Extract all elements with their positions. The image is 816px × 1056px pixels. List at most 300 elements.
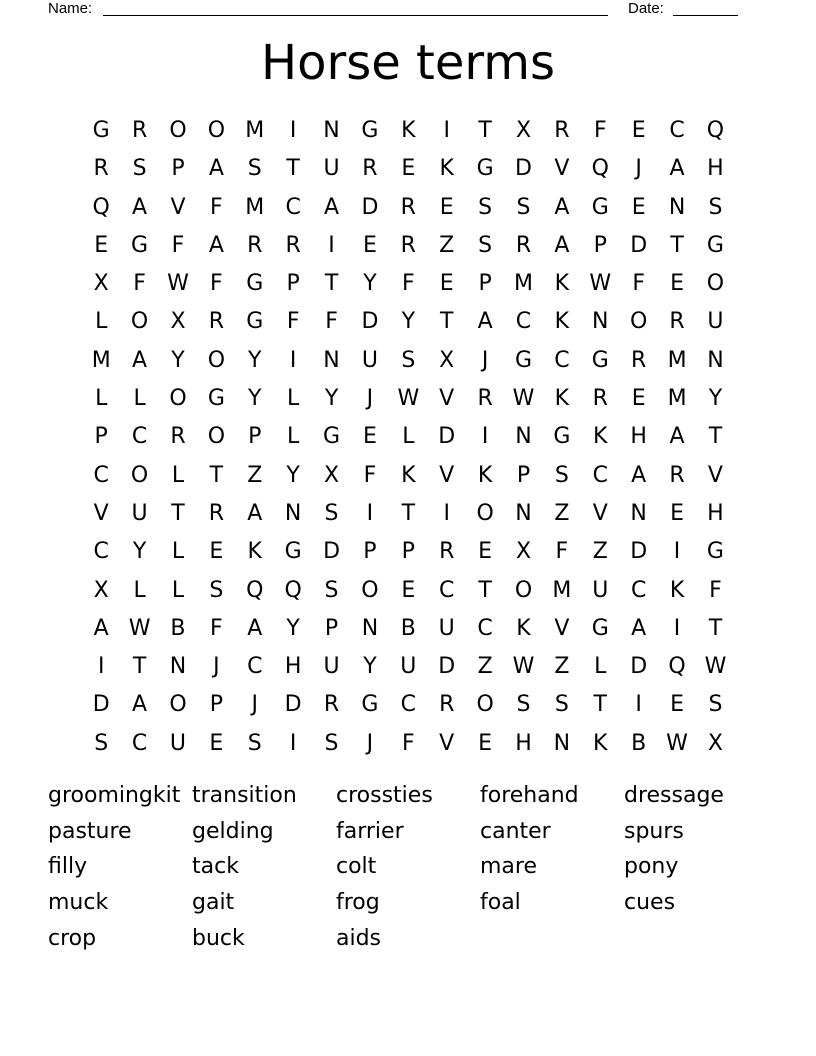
grid-letter: E xyxy=(670,500,684,526)
grid-letter: C xyxy=(554,347,570,373)
grid-letter: J xyxy=(213,654,220,680)
grid-letter: N xyxy=(323,118,340,143)
grid-letter: K xyxy=(516,615,531,641)
grid-letter: L xyxy=(402,424,415,450)
grid-letter: J xyxy=(481,347,489,373)
grid-letter: G xyxy=(591,615,609,641)
grid-letter: O xyxy=(207,118,226,143)
grid-letter: E xyxy=(439,194,454,220)
grid-letter: I xyxy=(443,118,450,143)
grid-letter: G xyxy=(284,539,302,565)
grid-letter: I xyxy=(366,500,374,526)
grid-letter: A xyxy=(631,462,647,488)
date-blank-line[interactable] xyxy=(673,0,738,16)
grid-letter: S xyxy=(324,577,339,603)
grid-letter: Y xyxy=(248,386,262,412)
grid-letter: L xyxy=(171,577,185,603)
grid-letter: L xyxy=(133,386,146,412)
grid-letter: T xyxy=(209,462,224,488)
grid-letter: E xyxy=(631,194,646,220)
word-bank-item: farrier xyxy=(336,818,404,844)
grid-letter: C xyxy=(477,615,493,641)
grid-letter: Q xyxy=(284,577,302,603)
grid-letter: D xyxy=(284,692,302,718)
grid-letter: C xyxy=(93,462,109,488)
page-title: Horse terms xyxy=(261,35,555,91)
grid-letter: V xyxy=(707,462,723,488)
grid-letter: R xyxy=(131,118,148,143)
grid-letter: P xyxy=(286,271,300,297)
grid-letter: W xyxy=(167,271,189,297)
grid-letter: Q xyxy=(246,577,264,603)
word-bank-item: spurs xyxy=(624,818,684,844)
word-bank-item: colt xyxy=(336,854,377,880)
grid-letter: Q xyxy=(668,654,686,680)
grid-letter: N xyxy=(630,500,647,526)
grid-letter: N xyxy=(169,654,187,680)
grid-letter: P xyxy=(401,539,415,565)
grid-letter: Y xyxy=(286,462,300,488)
grid-letter: S xyxy=(94,730,109,756)
grid-letter: S xyxy=(516,692,531,718)
grid-letter: O xyxy=(130,462,149,488)
grid-letter: G xyxy=(591,194,609,220)
grid-letter: D xyxy=(438,654,456,680)
grid-letter: I xyxy=(635,692,642,718)
grid-letter: O xyxy=(476,500,494,526)
name-blank-line[interactable] xyxy=(103,0,608,16)
grid-letter: N xyxy=(284,500,302,526)
grid-letter: D xyxy=(630,539,648,565)
word-bank-item: gelding xyxy=(192,818,274,844)
grid-letter: R xyxy=(247,232,263,258)
grid-letter: G xyxy=(323,424,341,450)
grid-letter: T xyxy=(132,654,147,680)
grid-letter: W xyxy=(397,386,420,412)
grid-letter: T xyxy=(478,577,492,603)
word-bank-item: muck xyxy=(48,890,109,916)
grid-letter: K xyxy=(593,730,608,756)
grid-letter: A xyxy=(631,615,647,641)
grid-letter: N xyxy=(323,347,340,373)
grid-letter: P xyxy=(209,692,223,718)
grid-letter: R xyxy=(439,539,455,565)
grid-letter: A xyxy=(132,692,148,718)
grid-letter: S xyxy=(324,730,339,756)
grid-letter: E xyxy=(94,232,109,258)
grid-letter: B xyxy=(170,615,186,641)
grid-letter: J xyxy=(251,692,258,718)
grid-letter: D xyxy=(630,232,648,258)
grid-letter: C xyxy=(93,539,109,565)
grid-letter: R xyxy=(554,118,570,143)
grid-letter: W xyxy=(704,654,727,680)
grid-letter: D xyxy=(92,692,110,718)
grid-letter: O xyxy=(207,424,226,450)
word-bank-item: groomingkit xyxy=(48,783,181,808)
grid-letter: T xyxy=(324,271,339,297)
grid-letter: Z xyxy=(554,500,570,526)
grid-letter: G xyxy=(246,309,264,335)
grid-letter: T xyxy=(171,500,185,526)
grid-letter: E xyxy=(209,539,224,565)
grid-letter: E xyxy=(670,271,684,297)
grid-letter: E xyxy=(362,424,377,450)
grid-letter: O xyxy=(169,118,187,143)
grid-letter: I xyxy=(97,654,105,680)
grid-letter: M xyxy=(91,347,111,373)
grid-letter: J xyxy=(366,386,374,412)
grid-letter: A xyxy=(324,194,340,220)
grid-letter: C xyxy=(285,194,301,220)
grid-letter: K xyxy=(554,386,570,412)
grid-letter: O xyxy=(169,386,187,412)
grid-letter: T xyxy=(670,232,684,258)
grid-letter: M xyxy=(552,577,572,603)
grid-letter: S xyxy=(708,194,723,220)
grid-letter: K xyxy=(439,156,454,182)
grid-letter: S xyxy=(132,156,147,182)
grid-letter: K xyxy=(593,424,608,450)
grid-letter: K xyxy=(401,118,416,143)
grid-letter: F xyxy=(632,271,645,297)
grid-letter: L xyxy=(287,386,300,412)
grid-letter: E xyxy=(670,692,684,718)
word-bank-item: foal xyxy=(480,890,521,916)
grid-letter: R xyxy=(208,500,225,526)
grid-letter: S xyxy=(554,692,569,718)
grid-letter: G xyxy=(92,118,110,143)
grid-letter: F xyxy=(555,539,569,565)
grid-letter: F xyxy=(325,309,338,335)
grid-letter: I xyxy=(289,347,297,373)
grid-letter: R xyxy=(362,156,378,182)
grid-letter: L xyxy=(95,309,108,335)
grid-letter: N xyxy=(707,347,724,373)
grid-letter: Q xyxy=(706,118,725,143)
grid-letter: X xyxy=(515,118,532,143)
grid-letter: L xyxy=(171,462,185,488)
grid-letter: E xyxy=(401,156,416,182)
grid-letter: R xyxy=(669,462,685,488)
grid-letter: Z xyxy=(439,232,455,258)
grid-letter: V xyxy=(93,500,109,526)
grid-letter: R xyxy=(439,692,455,718)
grid-letter: A xyxy=(554,194,570,220)
grid-letter: P xyxy=(363,539,377,565)
grid-letter: S xyxy=(247,730,262,756)
grid-letter: I xyxy=(328,232,335,258)
grid-letter: F xyxy=(133,271,146,297)
grid-letter: G xyxy=(706,539,724,565)
grid-letter: T xyxy=(708,424,723,450)
grid-letter: C xyxy=(515,309,532,335)
grid-letter: D xyxy=(438,424,456,450)
date-label: Date: xyxy=(628,0,664,17)
word-bank-item: buck xyxy=(192,925,245,951)
grid-letter: V xyxy=(439,386,455,412)
grid-letter: I xyxy=(673,615,681,641)
grid-letter: R xyxy=(592,386,608,412)
grid-letter: F xyxy=(210,194,223,220)
grid-letter: A xyxy=(554,232,570,258)
word-bank-item: crossties xyxy=(336,783,433,808)
grid-letter: R xyxy=(323,692,340,718)
grid-letter: B xyxy=(400,615,416,641)
grid-letter: N xyxy=(668,194,686,220)
grid-letter: U xyxy=(131,500,148,526)
grid-letter: C xyxy=(400,692,416,718)
word-bank-item: canter xyxy=(480,818,551,844)
grid-letter: V xyxy=(170,194,186,220)
grid-letter: P xyxy=(324,615,339,641)
grid-letter: X xyxy=(439,347,455,373)
grid-letter: G xyxy=(591,347,609,373)
grid-letter: N xyxy=(515,424,532,450)
grid-letter: S xyxy=(708,692,723,718)
word-bank-item: tack xyxy=(192,854,239,880)
grid-letter: C xyxy=(669,118,685,143)
grid-letter: O xyxy=(476,692,494,718)
grid-letter: F xyxy=(363,462,377,488)
grid-letter: I xyxy=(443,500,450,526)
grid-letter: E xyxy=(478,730,493,756)
word-bank-item: frog xyxy=(336,890,380,916)
grid-letter: E xyxy=(631,386,646,412)
grid-letter: O xyxy=(514,577,533,603)
grid-letter: D xyxy=(323,539,341,565)
grid-letter: N xyxy=(361,615,379,641)
grid-letter: Y xyxy=(363,654,377,680)
grid-letter: R xyxy=(285,232,301,258)
grid-letter: R xyxy=(93,156,109,182)
grid-letter: O xyxy=(207,347,226,373)
grid-letter: V xyxy=(439,462,455,488)
grid-letter: N xyxy=(592,309,609,335)
word-bank-item: pasture xyxy=(48,818,132,844)
grid-letter: T xyxy=(401,500,416,526)
grid-letter: G xyxy=(476,156,494,182)
grid-letter: A xyxy=(669,156,685,182)
grid-letter: S xyxy=(209,577,224,603)
grid-letter: U xyxy=(169,730,187,756)
grid-letter: E xyxy=(478,539,493,565)
grid-letter: C xyxy=(630,577,647,603)
grid-letter: H xyxy=(707,156,724,182)
grid-letter: M xyxy=(245,118,265,143)
grid-letter: M xyxy=(245,194,265,220)
grid-letter: Z xyxy=(477,654,493,680)
word-search-grid xyxy=(82,112,735,763)
grid-letter: V xyxy=(439,730,455,756)
grid-letter: L xyxy=(95,386,108,412)
grid-letter: A xyxy=(669,424,685,450)
grid-letter: T xyxy=(439,309,454,335)
grid-letter: K xyxy=(247,539,262,565)
grid-letter: A xyxy=(247,615,263,641)
grid-letter: I xyxy=(289,730,297,756)
grid-letter: A xyxy=(208,232,224,258)
grid-letter: N xyxy=(553,730,571,756)
grid-letter: P xyxy=(593,232,607,258)
word-bank-item: mare xyxy=(480,854,538,880)
grid-letter: R xyxy=(400,194,416,220)
grid-letter: K xyxy=(554,271,570,297)
grid-letter: O xyxy=(706,271,725,297)
word-bank-item: transition xyxy=(192,783,297,808)
grid-letter: G xyxy=(207,386,225,412)
grid-letter: P xyxy=(478,271,492,297)
name-label: Name: xyxy=(48,0,93,17)
grid-letter: U xyxy=(323,654,340,680)
grid-letter: F xyxy=(593,118,607,143)
word-bank-item: crop xyxy=(48,925,97,951)
grid-letter: W xyxy=(512,654,535,680)
grid-letter: S xyxy=(247,156,262,182)
word-bank-item: aids xyxy=(336,925,382,951)
grid-letter: A xyxy=(477,309,493,335)
word-bank-item: dressage xyxy=(624,783,724,808)
grid-letter: W xyxy=(666,730,688,756)
word-bank-item: gait xyxy=(192,890,235,916)
grid-letter: J xyxy=(366,730,374,756)
grid-letter: B xyxy=(631,730,647,756)
grid-letter: K xyxy=(554,309,570,335)
grid-letter: H xyxy=(284,654,302,680)
grid-letter: O xyxy=(361,577,379,603)
grid-letter: T xyxy=(708,615,723,641)
grid-letter: F xyxy=(286,309,300,335)
grid-letter: X xyxy=(324,462,340,488)
grid-letter: C xyxy=(439,577,455,603)
grid-letter: V xyxy=(592,500,608,526)
grid-letter: M xyxy=(514,271,533,297)
grid-letter: X xyxy=(515,539,532,565)
grid-letter: R xyxy=(170,424,186,450)
grid-letter: O xyxy=(630,309,648,335)
grid-letter: X xyxy=(93,577,109,603)
grid-letter: E xyxy=(401,577,416,603)
word-bank-item: pony xyxy=(624,854,679,880)
grid-letter: F xyxy=(210,615,223,641)
grid-letter: V xyxy=(554,156,570,182)
grid-letter: J xyxy=(635,156,642,182)
grid-letter: G xyxy=(361,118,379,143)
grid-letter: G xyxy=(246,271,264,297)
grid-letter: R xyxy=(208,309,225,335)
grid-letter: A xyxy=(132,347,148,373)
grid-letter: T xyxy=(593,692,607,718)
grid-letter: P xyxy=(248,424,262,450)
header-line xyxy=(48,0,748,20)
grid-letter: K xyxy=(477,462,493,488)
grid-letter: S xyxy=(516,194,531,220)
grid-letter: G xyxy=(361,692,379,718)
grid-letter: Y xyxy=(171,347,185,373)
grid-letter: X xyxy=(93,271,109,297)
grid-letter: L xyxy=(594,654,607,680)
grid-letter: P xyxy=(516,462,531,488)
grid-letter: M xyxy=(667,386,687,412)
grid-letter: L xyxy=(133,577,146,603)
grid-letter: I xyxy=(289,118,297,143)
grid-letter: A xyxy=(208,156,224,182)
grid-letter: W xyxy=(128,615,151,641)
grid-letter: G xyxy=(514,347,533,373)
grid-letter: Y xyxy=(363,271,377,297)
grid-letter: R xyxy=(515,232,532,258)
word-bank xyxy=(48,778,768,956)
grid-letter: R xyxy=(631,347,647,373)
grid-letter: S xyxy=(324,500,339,526)
grid-letter: F xyxy=(401,271,415,297)
grid-letter: W xyxy=(512,386,535,412)
grid-letter: Y xyxy=(324,386,339,412)
grid-letter: Z xyxy=(554,654,570,680)
grid-letter: F xyxy=(709,577,722,603)
grid-letter: E xyxy=(631,118,646,143)
grid-letter: E xyxy=(362,232,377,258)
grid-letter: G xyxy=(131,232,149,258)
word-bank-item: cues xyxy=(624,890,676,916)
grid-letter: L xyxy=(287,424,300,450)
grid-letter: Z xyxy=(247,462,263,488)
grid-letter: Z xyxy=(592,539,608,565)
grid-letter: D xyxy=(515,156,532,182)
grid-letter: A xyxy=(93,615,109,641)
grid-letter: U xyxy=(592,577,609,603)
grid-letter: C xyxy=(247,654,263,680)
grid-letter: A xyxy=(132,194,148,220)
grid-letter: Y xyxy=(708,386,723,412)
grid-letter: S xyxy=(401,347,416,373)
grid-letter: H xyxy=(515,730,532,756)
grid-letter: H xyxy=(707,500,724,526)
grid-letter: U xyxy=(323,156,340,182)
grid-letter: S xyxy=(478,194,493,220)
grid-letter: U xyxy=(361,347,378,373)
grid-letter: C xyxy=(131,424,148,450)
grid-letter: M xyxy=(667,347,687,373)
grid-letter: P xyxy=(171,156,185,182)
grid-letter: T xyxy=(286,156,300,182)
grid-letter: G xyxy=(553,424,571,450)
grid-letter: P xyxy=(94,424,108,450)
grid-letter: E xyxy=(439,271,454,297)
grid-letter: H xyxy=(630,424,647,450)
grid-letter: Q xyxy=(92,194,110,220)
grid-letter: R xyxy=(400,232,416,258)
grid-letter: W xyxy=(589,271,612,297)
grid-letter: D xyxy=(361,309,379,335)
grid-letter: V xyxy=(554,615,570,641)
grid-letter: K xyxy=(669,577,685,603)
grid-letter: S xyxy=(554,462,569,488)
grid-letter: F xyxy=(401,730,415,756)
grid-letter: X xyxy=(170,309,186,335)
grid-letter: K xyxy=(401,462,416,488)
grid-letter: E xyxy=(209,730,224,756)
grid-letter: F xyxy=(171,232,185,258)
word-bank-item: forehand xyxy=(480,783,579,808)
grid-letter: U xyxy=(707,309,724,335)
grid-letter: R xyxy=(477,386,493,412)
grid-letter: L xyxy=(171,539,185,565)
grid-letter: S xyxy=(478,232,493,258)
grid-letter: R xyxy=(669,309,685,335)
word-bank-item: filly xyxy=(48,854,88,880)
grid-letter: Q xyxy=(591,156,609,182)
